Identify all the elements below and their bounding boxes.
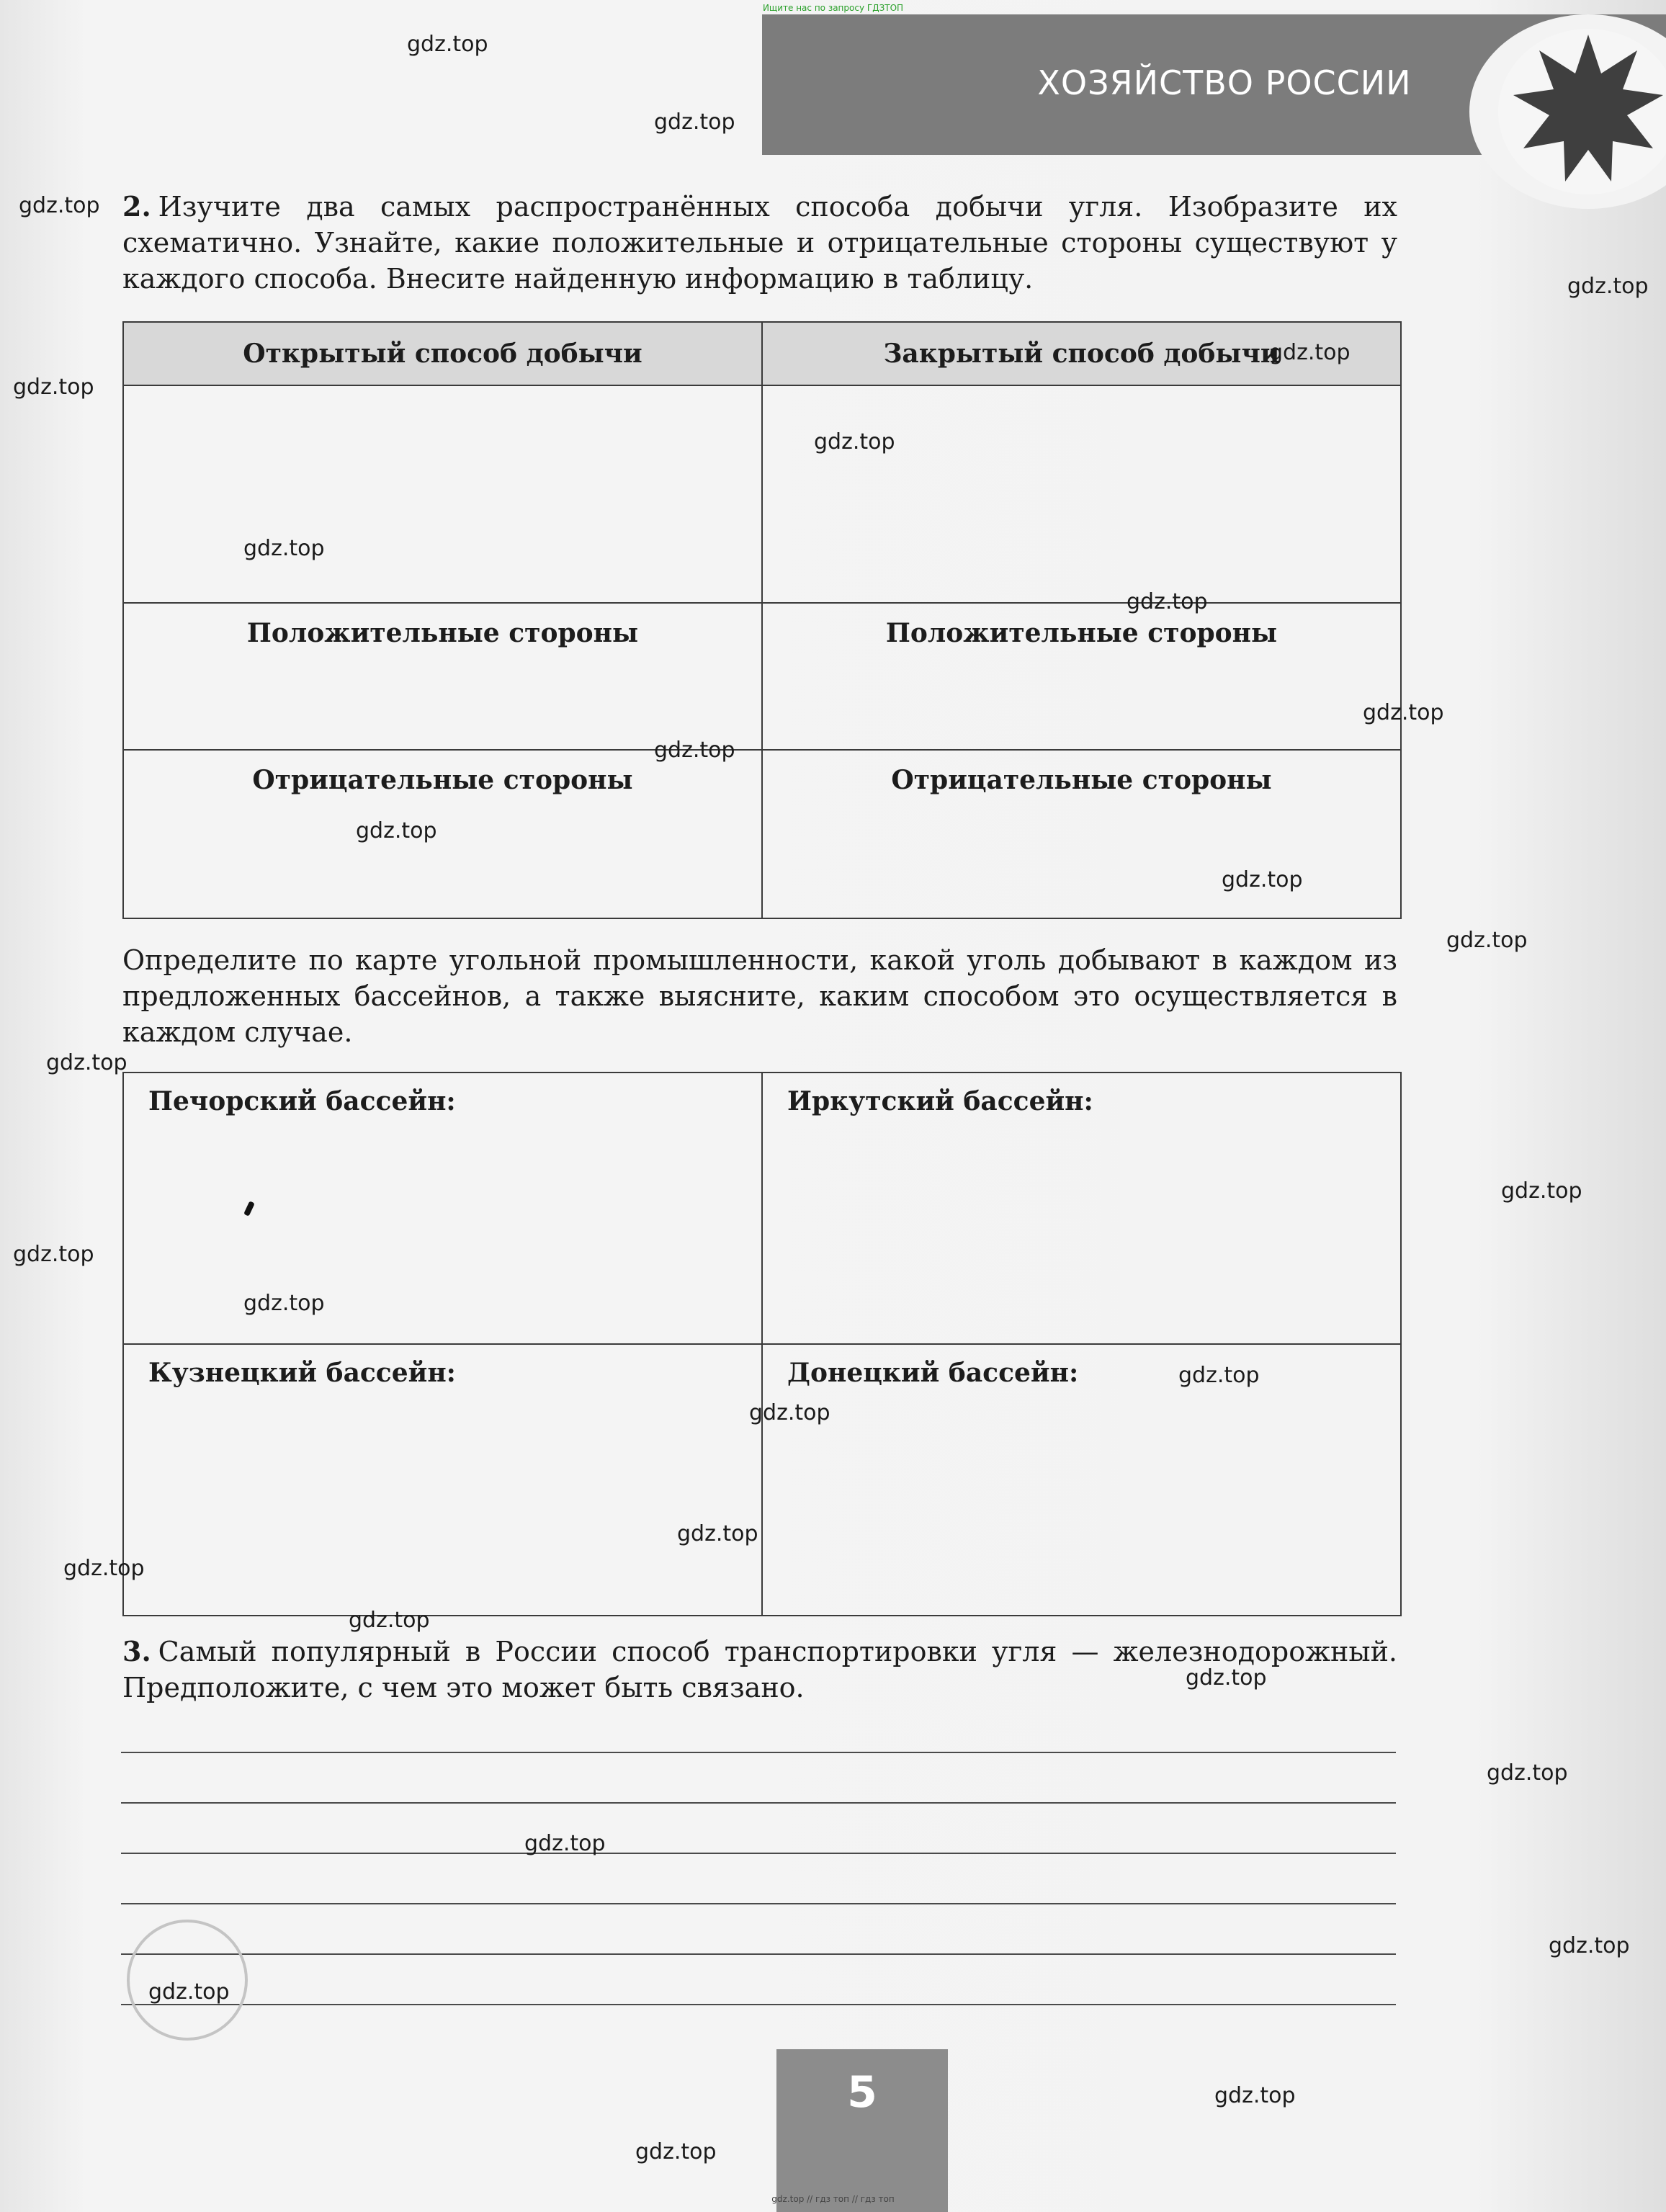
watermark-text: gdz.top (749, 1400, 830, 1425)
closed-mining-scheme-cell[interactable] (762, 385, 1401, 603)
watermark-text: gdz.top (63, 1556, 145, 1581)
task-2-number: 2. (122, 190, 151, 223)
basin-cell-irkutsk[interactable] (762, 1073, 1401, 1344)
coal-basins-table (122, 1072, 1402, 1616)
watermark-text: gdz.top (13, 375, 94, 400)
watermark-text: gdz.top (814, 429, 895, 455)
basin-label-kuznetsk: Кузнецкий бассейн: (148, 1358, 456, 1388)
watermark-text: gdz.top (635, 2139, 717, 2164)
task-2-text: 2. Изучите два самых распространённых способа добычи угля. Изобразите их схематично. Узнайте, какие положительные и отрицательные стороны существуют у каждого способа. Внесите найденную информацию в таблицу. (122, 190, 1397, 295)
watermark-text: gdz.top (46, 1050, 127, 1075)
closed-mining-positive-cell[interactable] (762, 603, 1401, 750)
page-number: 5 (847, 2067, 877, 2118)
answer-line[interactable] (121, 1853, 1396, 1854)
answer-line[interactable] (121, 1752, 1396, 1753)
watermark-text: gdz.top (1269, 340, 1351, 365)
basin-cell-kuznetsk[interactable] (123, 1344, 762, 1616)
open-mining-negative-cell[interactable] (123, 750, 762, 918)
map-task-text: Определите по карте угольной промышленности, какой уголь добывают в каждом из предложенных бассейнов, а также выясните, каким способом это осуществляется в каждом случае. (122, 944, 1397, 1048)
watermark-text: gdz.top (1222, 867, 1303, 892)
basin-label-donetsk: Донецкий бассейн: (787, 1358, 1079, 1388)
basin-label-irkutsk: Иркутский бассейн: (787, 1086, 1093, 1116)
basin-label-pechora: Печорский бассейн: (148, 1086, 456, 1116)
watermark-text: gdz.top (1127, 589, 1208, 614)
watermark-text: gdz.top (148, 1979, 230, 2005)
watermark-text: gdz.top (13, 1242, 94, 1267)
answer-line[interactable] (121, 2004, 1396, 2005)
basin-cell-donetsk[interactable] (762, 1344, 1401, 1616)
negative-label: Отрицательные стороны (891, 765, 1272, 795)
watermark-text: gdz.top (1501, 1178, 1582, 1204)
watermark-text: gdz.top (654, 738, 735, 763)
watermark-text: gdz.top (19, 193, 100, 218)
top-note: Ищите нас по запросу ГДЗТОП (762, 3, 904, 13)
watermark-text: gdz.top (1214, 2083, 1296, 2108)
column-open-mining: Открытый способ добычи (123, 322, 762, 385)
watermark-text: gdz.top (243, 536, 325, 561)
watermark-text: gdz.top (654, 109, 735, 135)
column-closed-mining: Закрытый способ добычи (762, 322, 1401, 385)
open-mining-scheme-cell[interactable] (123, 385, 762, 603)
watermark-text: gdz.top (243, 1291, 325, 1316)
watermark-text: gdz.top (1446, 928, 1528, 953)
watermark-text: gdz.top (356, 818, 437, 843)
watermark-text: gdz.top (1487, 1760, 1568, 1786)
positive-label: Положительные стороны (885, 618, 1278, 648)
star-icon (1509, 29, 1666, 187)
task-3-text: 3. Самый популярный в России способ транспортировки угля — железнодорожный. Предположите, с чем это может быть связано. (122, 1635, 1397, 1703)
watermark-text: gdz.top (1549, 1933, 1630, 1958)
watermark-text: gdz.top (1186, 1665, 1267, 1691)
watermark-text: gdz.top (1178, 1363, 1260, 1388)
basin-cell-pechora[interactable] (123, 1073, 762, 1344)
negative-label: Отрицательные стороны (252, 765, 633, 795)
bottom-note: gdz.top // гдз топ // гдз топ (771, 2194, 895, 2204)
closed-mining-negative-cell[interactable] (762, 750, 1401, 918)
section-title: ХОЗЯЙСТВО РОССИИ (1037, 63, 1412, 102)
positive-label: Положительные стороны (246, 618, 639, 648)
task-3-number: 3. (122, 1635, 151, 1667)
open-mining-positive-cell[interactable] (123, 603, 762, 750)
watermark-text: gdz.top (1363, 700, 1444, 725)
watermark-text: gdz.top (349, 1608, 430, 1633)
watermark-text: gdz.top (1567, 274, 1649, 299)
mining-methods-table (122, 321, 1402, 919)
answer-line[interactable] (121, 1802, 1396, 1804)
watermark-text: gdz.top (524, 1831, 606, 1856)
watermark-text: gdz.top (677, 1521, 758, 1546)
answer-line[interactable] (121, 1903, 1396, 1904)
watermark-text: gdz.top (407, 32, 488, 57)
answer-line[interactable] (121, 1953, 1396, 1955)
